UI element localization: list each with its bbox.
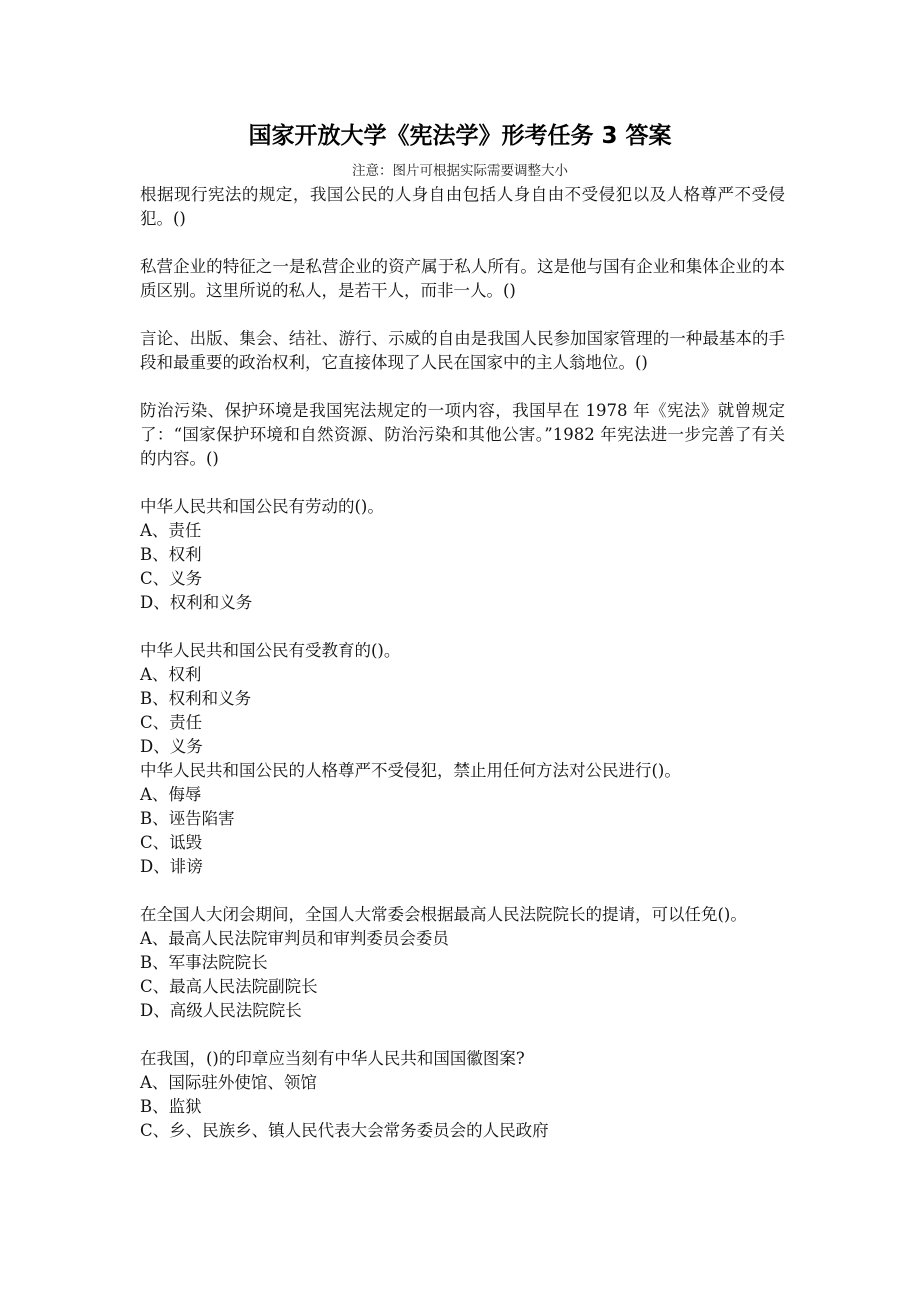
option-b: B、监狱 <box>140 1097 202 1116</box>
option-list <box>140 927 785 1023</box>
option-a: A、权利 <box>140 665 202 684</box>
document-body <box>140 183 785 1143</box>
judgment-question-3: 言论、出版、集会、结社、游行、示威的自由是我国人民参加国家管理的一种最基本的手段和最重要的政治权利，它直接体现了人民在国家中的主人翁地位。() <box>140 329 785 372</box>
question-stem: 中华人民共和国公民有受教育的()。 <box>140 641 401 660</box>
option-a: A、侮辱 <box>140 785 202 804</box>
choice-question-5 <box>140 1047 785 1143</box>
option-a: A、国际驻外使馆、领馆 <box>140 1073 317 1092</box>
option-d: D、权利和义务 <box>140 593 253 612</box>
question-stem: 在全国人大闭会期间，全国人大常委会根据最高人民法院院长的提请，可以任免()。 <box>140 905 747 924</box>
option-b: B、权利 <box>140 545 202 564</box>
option-d: D、义务 <box>140 737 203 756</box>
choice-question-1 <box>140 495 785 615</box>
option-b: B、权利和义务 <box>140 689 252 708</box>
option-list <box>140 783 785 879</box>
option-d: D、诽谤 <box>140 857 203 876</box>
choice-question-3 <box>140 759 785 879</box>
option-list <box>140 1071 785 1143</box>
question-stem: 在我国，()的印章应当刻有中华人民共和国国徽图案? <box>140 1049 525 1068</box>
option-d: D、高级人民法院院长 <box>140 1001 302 1020</box>
option-a: A、责任 <box>140 521 202 540</box>
option-b: B、诬告陷害 <box>140 809 235 828</box>
image-note: 注意：图片可根据实际需要调整大小 <box>352 163 568 179</box>
page-title: 国家开放大学《宪法学》形考任务 3 答案 <box>248 123 672 149</box>
option-list <box>140 519 785 615</box>
question-stem: 中华人民共和国公民的人格尊严不受侵犯，禁止用任何方法对公民进行()。 <box>140 761 681 780</box>
option-b: B、军事法院院长 <box>140 953 268 972</box>
judgment-question-2: 私营企业的特征之一是私营企业的资产属于私人所有。这是他与国有企业和集体企业的本质区别。这里所说的私人，是若干人，而非一人。() <box>140 257 785 300</box>
option-c: C、乡、民族乡、镇人民代表大会常务委员会的人民政府 <box>140 1121 549 1140</box>
option-c: C、诋毁 <box>140 833 203 852</box>
option-c: C、最高人民法院副院长 <box>140 977 318 996</box>
judgment-question-4: 防治污染、保护环境是我国宪法规定的一项内容，我国早在 1978 年《宪法》就曾规定了：“国家保护环境和自然资源、防治污染和其他公害。”1982 年宪法进一步完善了有关的内容。() <box>140 401 785 468</box>
judgment-question-1: 根据现行宪法的规定，我国公民的人身自由包括人身自由不受侵犯以及人格尊严不受侵犯。() <box>140 185 785 228</box>
option-c: C、责任 <box>140 713 203 732</box>
question-stem: 中华人民共和国公民有劳动的()。 <box>140 497 384 516</box>
option-list <box>140 663 785 759</box>
option-c: C、义务 <box>140 569 203 588</box>
option-a: A、最高人民法院审判员和审判委员会委员 <box>140 929 449 948</box>
choice-question-4 <box>140 903 785 1023</box>
choice-question-2 <box>140 639 785 759</box>
